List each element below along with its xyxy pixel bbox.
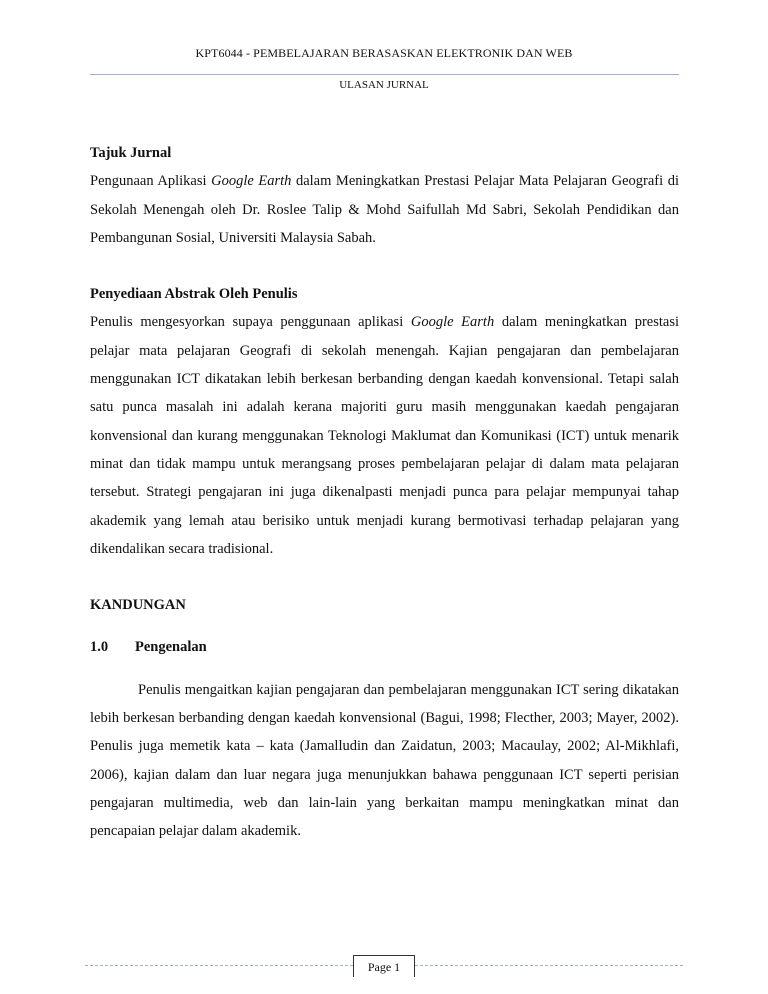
header-divider [90, 74, 679, 75]
page-number: Page 1 [353, 955, 415, 977]
footer-line-right [415, 965, 683, 966]
abstrak-text-part: Penulis mengesyorkan supaya penggunaan aplikasi [90, 314, 411, 331]
section-title: Pengenalan [135, 639, 207, 656]
abstrak-text-part: dalam meningkatkan prestasi pelajar mata pelajaran Geografi di sekolah menengah. Kajian pengajaran dan pembelajaran menggunakan ICT dikatakan lebih berkesan berbanding dengan kaedah konvensional. Tetapi salah satu punca masalah ini adalah kerana majoriti guru masih menggunakan kaedah pengajaran konvensional dan kurang menggunakan Teknologi Maklumat dan Komunikasi (ICT) untuk menarik minat dan tidak mampu untuk merangsang proses pembelajaran pelajar di dalam mata pelajaran tersebut. Strategi pengajaran ini juga dikenalpasti menjadi punca para pelajar mempunyai tahap akademik yang lemah atau berisiko untuk menjadi kurang bermotivasi terhadap pelajaran yang dikendalikan secara tradisional. [90, 314, 679, 557]
tajuk-italic: Google Earth [211, 173, 292, 190]
abstrak-heading: Penyediaan Abstrak Oleh Penulis [90, 286, 298, 303]
page-header-subtitle: ULASAN JURNAL [339, 79, 429, 91]
abstrak-italic: Google Earth [410, 314, 495, 331]
section-heading [90, 633, 679, 661]
pengenalan-paragraph: Penulis mengaitkan kajian pengajaran dan pembelajaran menggunakan ICT sering dikatakan lebih berkesan berbanding dengan kaedah konvensional (Bagui, 1998; Flecther, 2003; Mayer, 2002). Penulis juga memetik kata – kata (Jamalludin dan Zaidatun, 2003; Macaulay, 2002; Al-Mikhlafi, 2006), kajian dalam dan luar negara juga menunjukkan bahawa penggunaan ICT seperti perisian pengajaran multimedia, web dan lain-lain yang berkaitan mampu meningkatkan minat dan pencapaian pelajar dalam akademik. [90, 681, 679, 840]
tajuk-text-part: Pengunaan Aplikasi [90, 173, 212, 190]
tajuk-text [90, 167, 679, 252]
section-number: 1.0 [90, 639, 109, 656]
tajuk-text-part: dalam Meningkatkan Prestasi Pelajar Mata Pelajaran Geografi di Sekolah Menengah oleh Dr. Roslee Talip & Mohd Saifullah Md Sabri, Sekolah Pendidikan dan Pembangunan Sosial, Universiti Malaysia Sabah. [90, 173, 679, 246]
kandungan-heading: KANDUNGAN [90, 597, 186, 614]
document-body [90, 139, 679, 846]
footer-line-left [85, 965, 353, 966]
page-footer [0, 955, 768, 979]
page-header-title: KPT6044 - PEMBELAJARAN BERASASKAN ELEKTRONIK DAN WEB [195, 46, 573, 60]
tajuk-heading: Tajuk Jurnal [90, 145, 172, 161]
abstrak-text [90, 308, 679, 563]
